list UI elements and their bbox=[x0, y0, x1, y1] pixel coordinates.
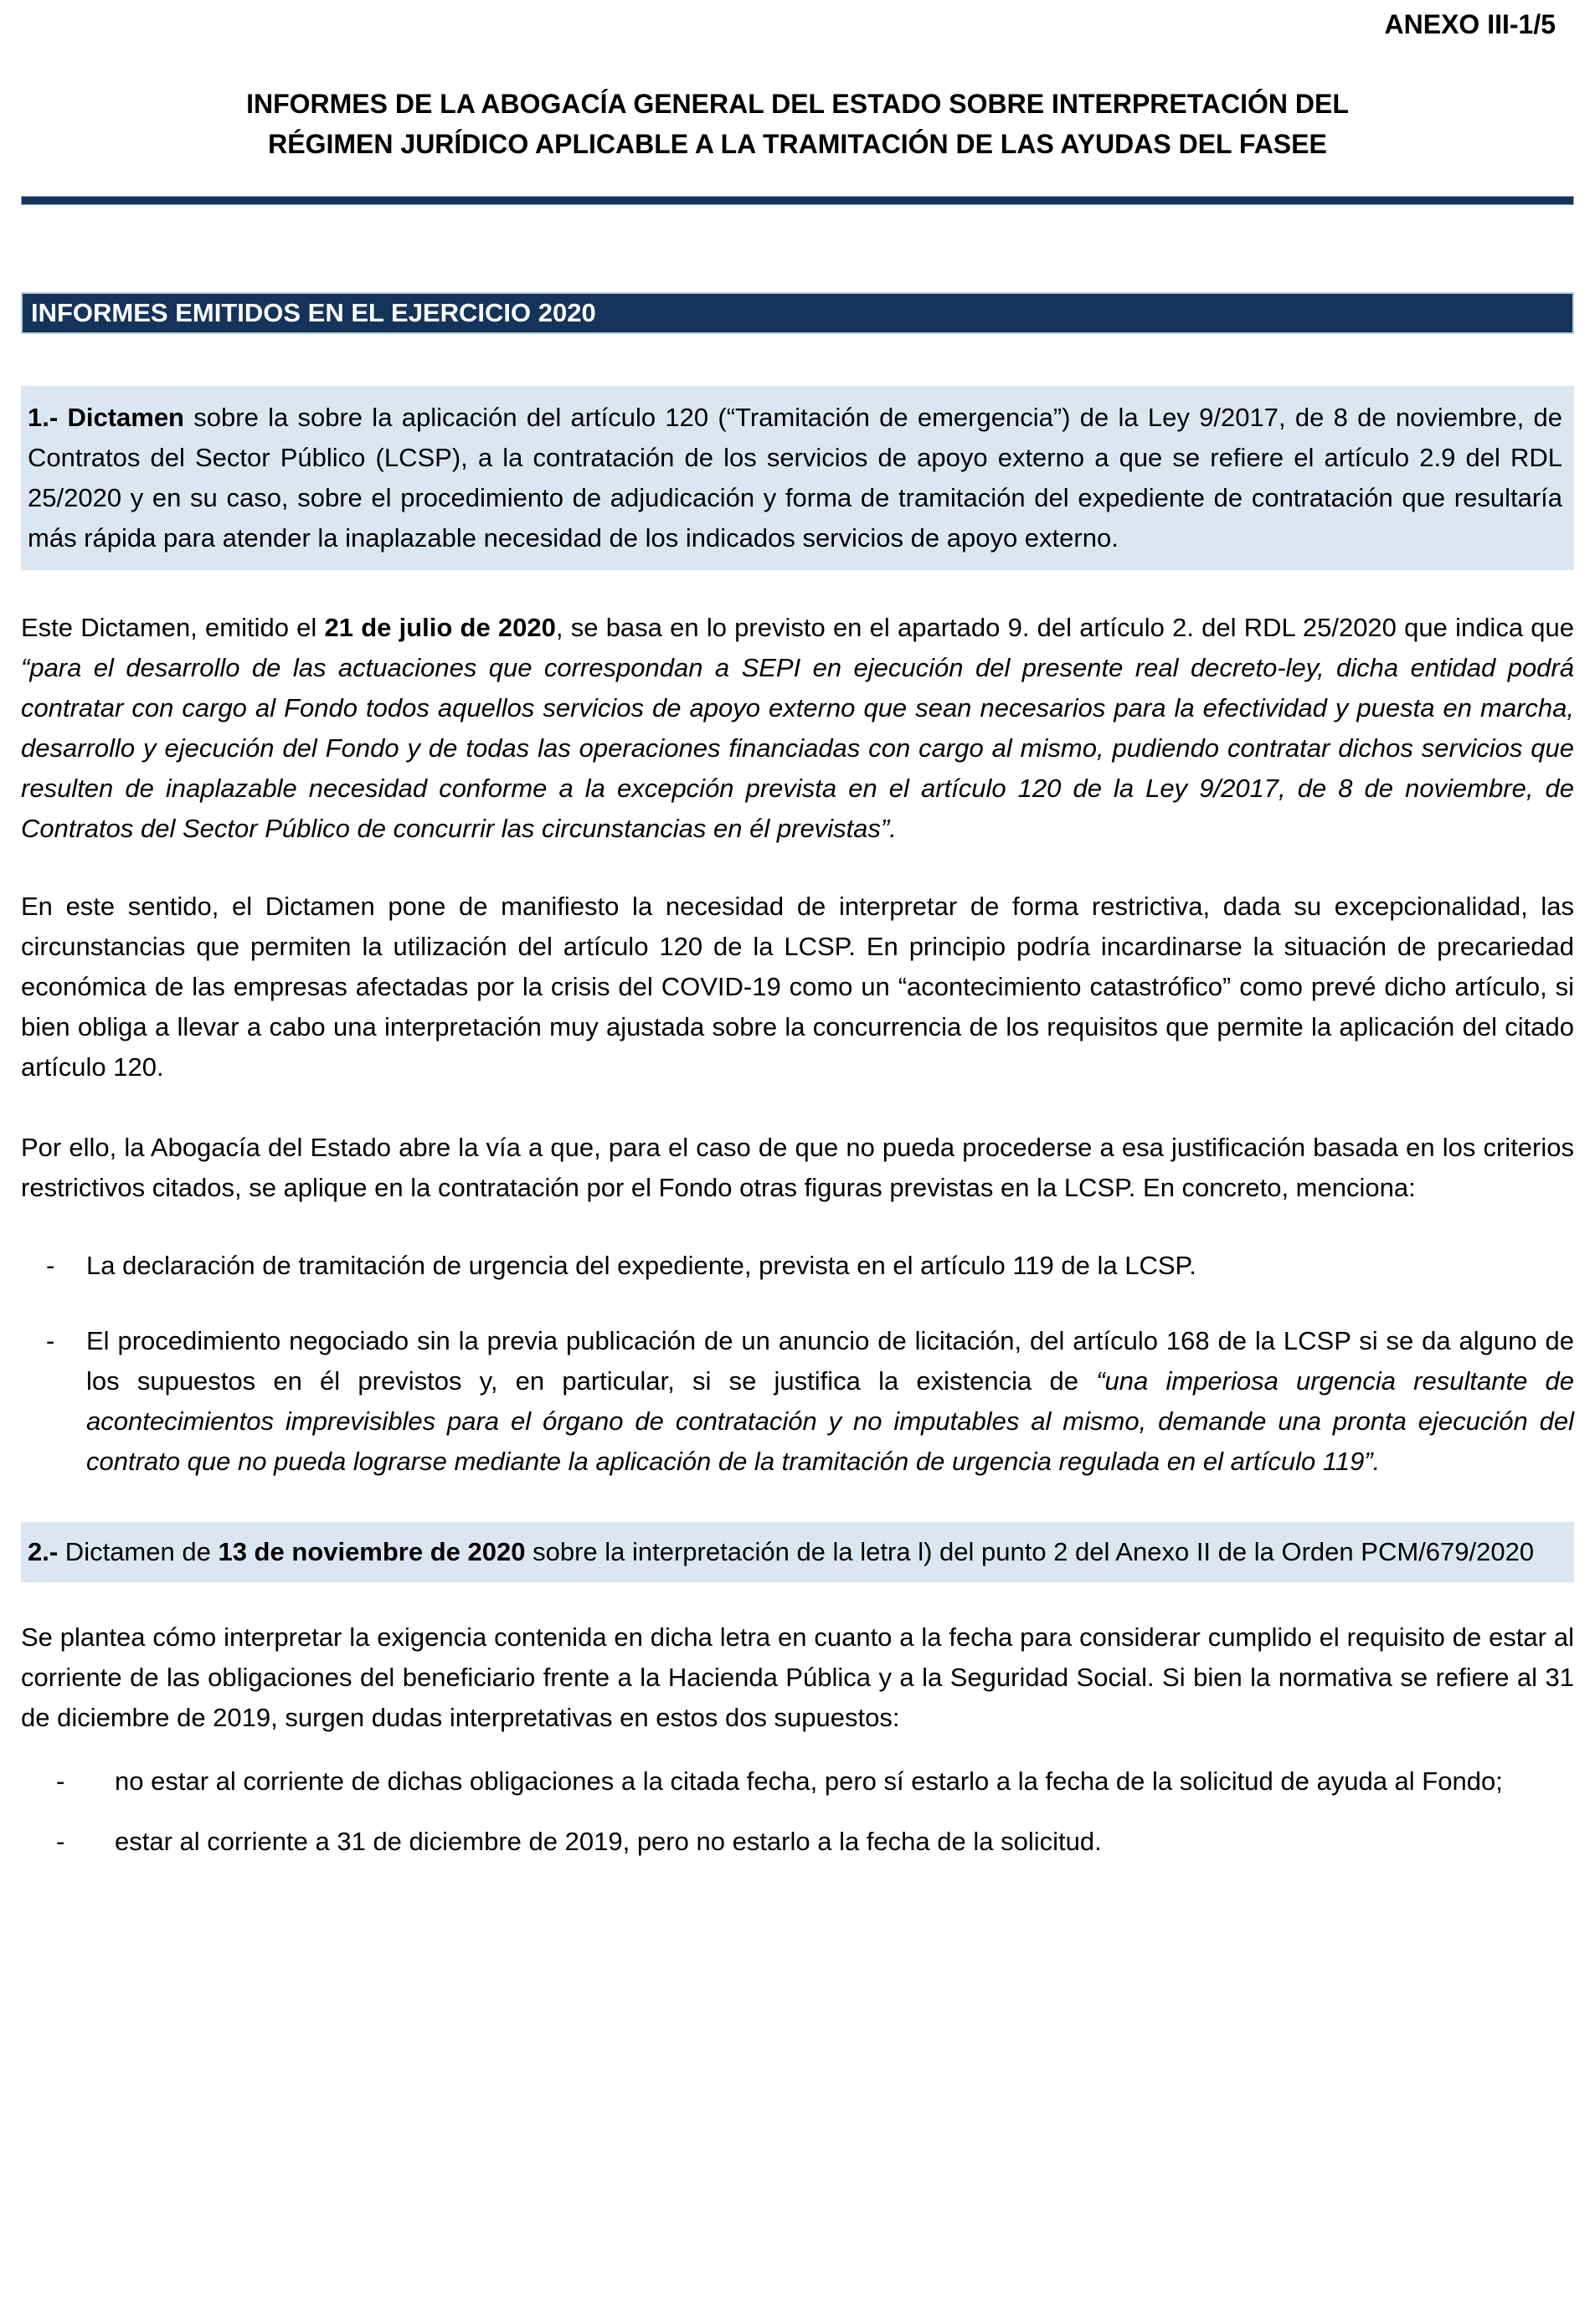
dash-marker: - bbox=[46, 1251, 55, 1280]
list-item-urgencia bbox=[21, 1246, 1574, 1286]
document-title-line-2: RÉGIMEN JURÍDICO APLICABLE A LA TRAMITACIÓN DE LAS AYUDAS DEL FASEE bbox=[268, 129, 1327, 159]
list-item-text: estar al corriente a 31 de diciembre de 2019, pero no estarlo a la fecha de la solicitud. bbox=[115, 1827, 1102, 1856]
paragraph-en-este-sentido: En este sentido, el Dictamen pone de manifiesto la necesidad de interpretar de forma restrictiva, dada su excepcionalidad, las circunstancias que permiten la utilización del artículo 120 de la LCSP. En principio podría incardinarse la situación de precariedad económica de las empresas afectadas por la crisis del COVID-19 como un “acontecimiento catastrófico” como prevé dicho artículo, si bien obliga a llevar a cabo una interpretación muy ajustada sobre la concurrencia de los requisitos que permite la aplicación del citado artículo 120. bbox=[21, 892, 1574, 1082]
list-item-estar-al-corriente bbox=[21, 1822, 1574, 1862]
paragraph-por-ello: Por ello, la Abogacía del Estado abre la vía a que, para el caso de que no pueda procederse a esa justificación basada en los criterios restrictivos citados, se aplique en la contratación por el Fondo otras figuras previstas en la LCSP. En concreto, menciona: bbox=[21, 1133, 1574, 1202]
list-item-text: El procedimiento negociado sin la previa publicación de un anuncio de licitación, del artículo 168 de la LCSP si se da alguno de los supuestos en él previstos y, en particular, si se justifica la existencia de “una imperiosa urgencia resultante de acontecimientos imprevisibles para el órgano de contratación y no imputables al mismo, demande una pronta ejecución del contrato que no pueda lograrse mediante la aplicación de la tramitación de urgencia regulada en el artículo 119”. bbox=[86, 1326, 1575, 1476]
list-item-text: La declaración de tramitación de urgencia del expediente, prevista en el artículo 119 de la LCSP. bbox=[86, 1251, 1196, 1280]
title-divider bbox=[21, 196, 1574, 205]
list-item-text: no estar al corriente de dichas obligaciones a la citada fecha, pero sí estarlo a la fecha de la solicitud de ayuda al Fondo; bbox=[115, 1766, 1503, 1796]
list-item-no-estar-al-corriente bbox=[21, 1761, 1574, 1802]
dash-marker: - bbox=[46, 1326, 55, 1355]
section-banner: INFORMES EMITIDOS EN EL EJERCICIO 2020 bbox=[21, 292, 1574, 334]
list-item-procedimiento-negociado bbox=[21, 1321, 1574, 1482]
dash-marker: - bbox=[56, 1827, 65, 1856]
paragraph-se-plantea: Se plantea cómo interpretar la exigencia contenida en dicha letra en cuanto a la fecha para considerar cumplido el requisito de estar al corriente de las obligaciones del beneficiario frente a la Hacienda Pública y a la Seguridad Social. Si bien la normativa se refiere al 31 de diciembre de 2019, surgen dudas interpretativas en estos dos supuestos: bbox=[21, 1622, 1574, 1732]
dash-marker: - bbox=[56, 1766, 65, 1796]
paragraph-este-dictamen: Este Dictamen, emitido el 21 de julio de 2020, se basa en lo previsto en el apartado 9. del artículo 2. del RDL 25/2020 que indica que “para el desarrollo de las actuaciones que correspondan a SEPI en ejecución del presente real decreto-ley, dicha entidad podrá contratar con cargo al Fondo todos aquellos servicios de apoyo externo que sean necesarios para la efectividad y puesta en marcha, desarrollo y ejecución del Fondo y de todas las operaciones financiadas con cargo al mismo, pudiendo contratar dichos servicios que resulten de inaplazable necesidad conforme a la excepción prevista en el artículo 120 de la Ley 9/2017, de 8 de noviembre, de Contratos del Sector Público de concurrir las circunstancias en él previstas”. bbox=[21, 613, 1575, 843]
document-title bbox=[21, 84, 1574, 164]
annex-label: ANEXO III-1/5 bbox=[1384, 9, 1556, 39]
paragraph-dictamen-1: 1.- Dictamen sobre la sobre la aplicación del artículo 120 (“Tramitación de emergencia”) de la Ley 9/2017, de 8 de noviembre, de Contratos del Sector Público (LCSP), a la contratación de los servicios de apoyo externo a que se refiere el artículo 2.9 del RDL 25/2020 y en su caso, sobre el procedimiento de adjudicación y forma de tramitación del expediente de contratación que resultaría más rápida para atender la inaplazable necesidad de los indicados servicios de apoyo externo. bbox=[21, 386, 1574, 570]
paragraph-dictamen-2: 2.- Dictamen de 13 de noviembre de 2020 sobre la interpretación de la letra l) del punto 2 del Anexo II de la Orden PCM/679/2020 bbox=[21, 1522, 1574, 1582]
document-title-line-1: INFORMES DE LA ABOGACÍA GENERAL DEL ESTADO SOBRE INTERPRETACIÓN DEL bbox=[246, 89, 1349, 119]
